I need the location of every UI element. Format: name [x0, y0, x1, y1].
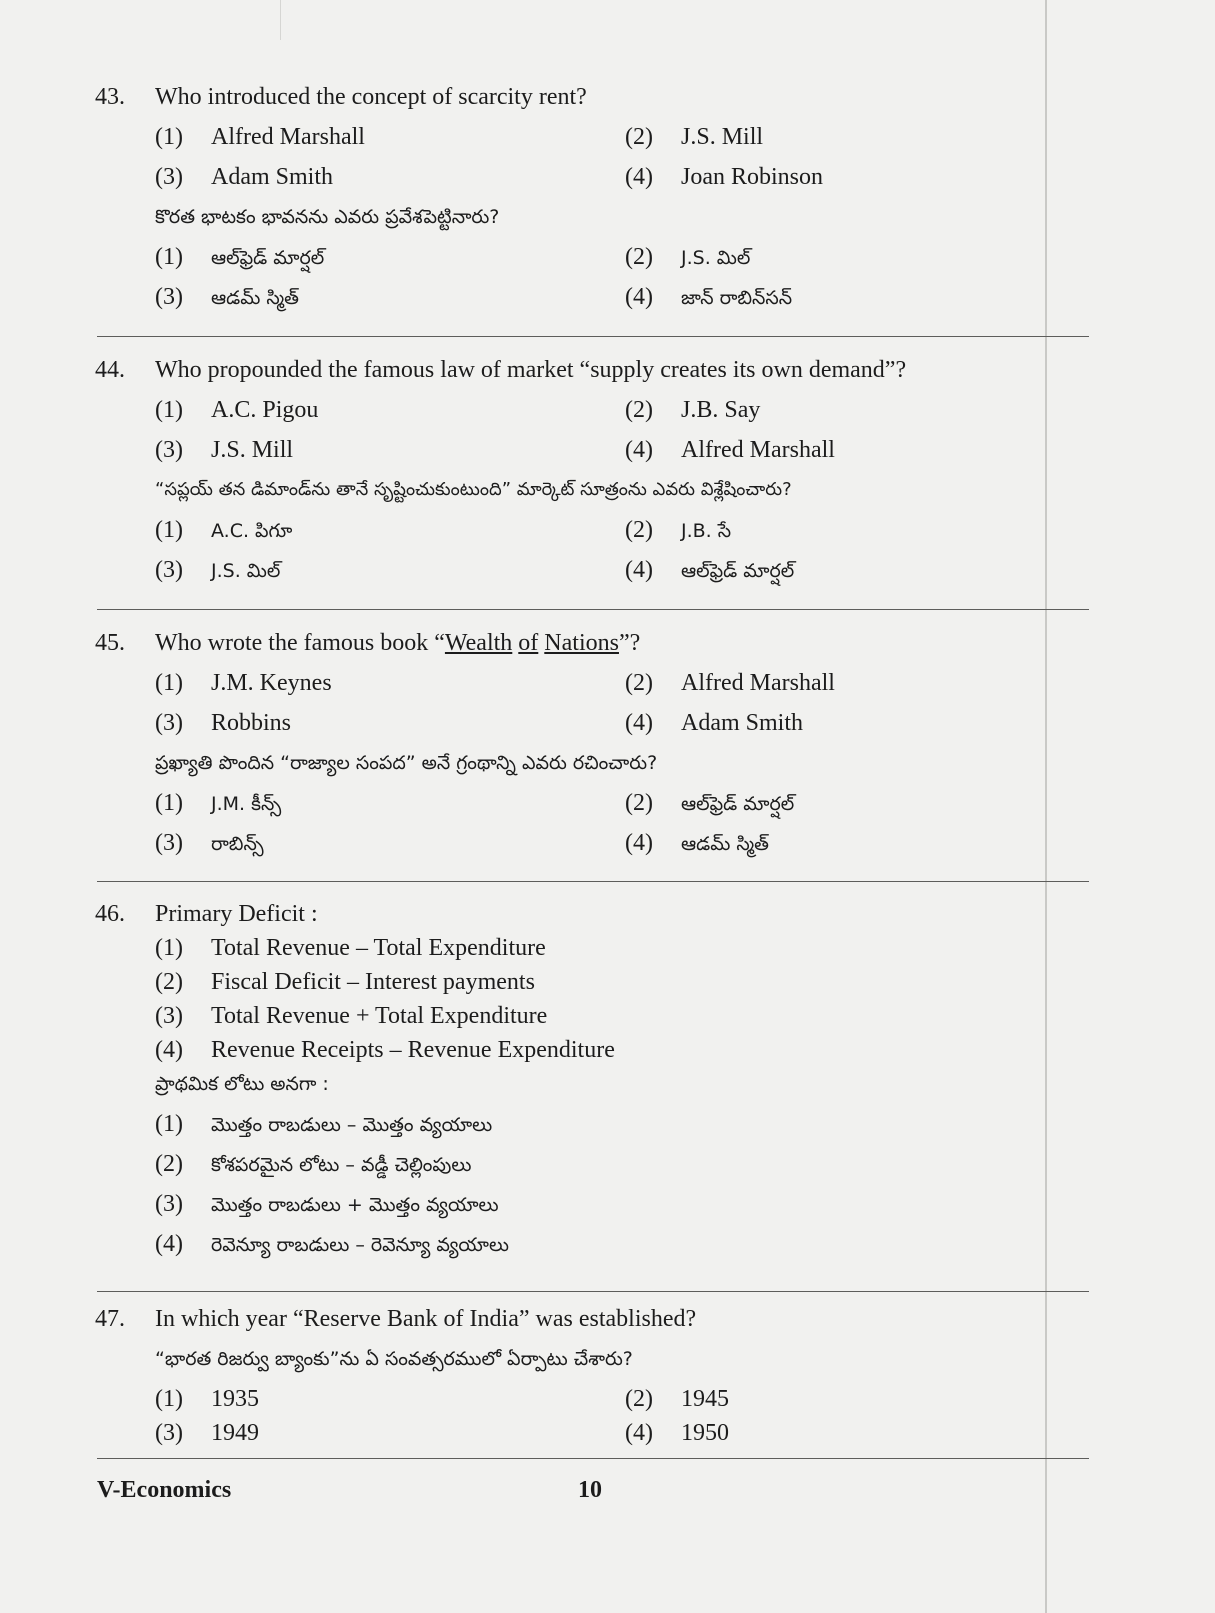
option-3: (3) 1949: [155, 1420, 259, 1446]
divider: [97, 881, 1089, 882]
option-3-en: (3) Robbins: [155, 710, 292, 736]
option-3-te: (3) ఆడమ్ స్మిత్: [155, 284, 299, 310]
option-4: (4) 1950: [625, 1420, 729, 1446]
option-1-en: (1) Total Revenue – Total Expenditure: [155, 935, 546, 961]
page-number: 10: [578, 1477, 602, 1503]
divider: [97, 336, 1089, 337]
question-text-te: “సప్లయ్ తన డిమాండ్‌ను తానే సృష్టించుకుంటుంది” మార్కెట్ సూత్రంను ఎవరు విశ్లేషించారు?: [155, 479, 792, 500]
option-1-te: (1) ఆల్‌ఫ్రెడ్ మార్షల్: [155, 244, 325, 270]
option-2-en: (2) Alfred Marshall: [625, 670, 835, 696]
page-crease: [280, 0, 281, 40]
question-number: 43.: [95, 84, 125, 110]
question-text-te: ప్రఖ్యాతి పొందిన “రాజ్యాల సంపద” అనే గ్రంథాన్ని ఎవరు రచించారు?: [155, 752, 658, 774]
option-4-en: (4) Adam Smith: [625, 710, 804, 736]
option-4-en: (4) Joan Robinson: [625, 164, 824, 190]
question-number: 47.: [95, 1306, 125, 1332]
question-text-en: Who wrote the famous book “Wealth of Nations”?: [155, 630, 641, 656]
option-2-te: (2) J.S. మిల్: [625, 244, 751, 270]
option-2-te: (2) ఆల్‌ఫ్రెడ్ మార్షల్: [625, 790, 795, 816]
question-46: [95, 901, 1055, 1271]
option-4-te: (4) ఆడమ్ స్మిత్: [625, 830, 769, 856]
question-number: 44.: [95, 357, 125, 383]
option-3-te: (3) మొత్తం రాబడులు + మొత్తం వ్యయాలు: [155, 1191, 499, 1217]
question-text-te: ప్రాథమిక లోటు అనగా :: [155, 1073, 329, 1095]
option-2-te: (2) కోశపరమైన లోటు – వడ్డీ చెల్లింపులు: [155, 1151, 472, 1177]
question-text-te: కొరత భాటకం భావనను ఎవరు ప్రవేశపెట్టినారు?: [155, 206, 500, 228]
footer-subject: V-Economics: [97, 1477, 232, 1503]
option-4-te: (4) ఆల్‌ఫ్రెడ్ మార్షల్: [625, 557, 795, 583]
question-text-en: Who introduced the concept of scarcity rent?: [155, 84, 587, 110]
option-1: (1) 1935: [155, 1386, 259, 1412]
question-text-te: “భారత రిజర్వు బ్యాంకు”ను ఏ సంవత్సరములో ఏర్పాటు చేశారు?: [155, 1348, 633, 1370]
question-47: [95, 1306, 1055, 1454]
option-3-en: (3) Adam Smith: [155, 164, 334, 190]
option-2-en: (2) J.B. Say: [625, 397, 761, 423]
option-4-en: (4) Alfred Marshall: [625, 437, 835, 463]
option-1-en: (1) A.C. Pigou: [155, 397, 319, 423]
question-number: 45.: [95, 630, 125, 656]
question-44: [95, 357, 1055, 597]
option-1-en: (1) J.M. Keynes: [155, 670, 332, 696]
option-3-en: (3) J.S. Mill: [155, 437, 294, 463]
option-4-te: (4) జాన్ రాబిన్‌సన్: [625, 284, 793, 310]
option-2-te: (2) J.B. సే: [625, 517, 732, 543]
option-4-en: (4) Revenue Receipts – Revenue Expenditure: [155, 1037, 615, 1063]
question-45: [95, 630, 1055, 870]
option-1-en: (1) Alfred Marshall: [155, 124, 365, 150]
option-1-te: (1) మొత్తం రాబడులు – మొత్తం వ్యయాలు: [155, 1111, 493, 1137]
divider: [97, 1291, 1089, 1292]
option-2-en: (2) Fiscal Deficit – Interest payments: [155, 969, 535, 995]
divider: [97, 1458, 1089, 1459]
option-1-te: (1) J.M. కీన్స్: [155, 790, 282, 816]
option-3-te: (3) రాబిన్స్: [155, 830, 264, 856]
question-number: 46.: [95, 901, 125, 927]
question-43: [95, 84, 1055, 324]
option-2-en: (2) J.S. Mill: [625, 124, 764, 150]
question-text-en: Who propounded the famous law of market “supply creates its own demand”?: [155, 357, 907, 383]
option-3-te: (3) J.S. మిల్: [155, 557, 281, 583]
question-text-en: Primary Deficit :: [155, 901, 318, 927]
divider: [97, 609, 1089, 610]
option-3-en: (3) Total Revenue + Total Expenditure: [155, 1003, 548, 1029]
option-1-te: (1) A.C. పిగూ: [155, 517, 293, 543]
question-text-en: In which year “Reserve Bank of India” was established?: [155, 1306, 697, 1332]
option-2: (2) 1945: [625, 1386, 729, 1412]
option-4-te: (4) రెవెన్యూ రాబడులు – రెవెన్యూ వ్యయాలు: [155, 1231, 509, 1257]
